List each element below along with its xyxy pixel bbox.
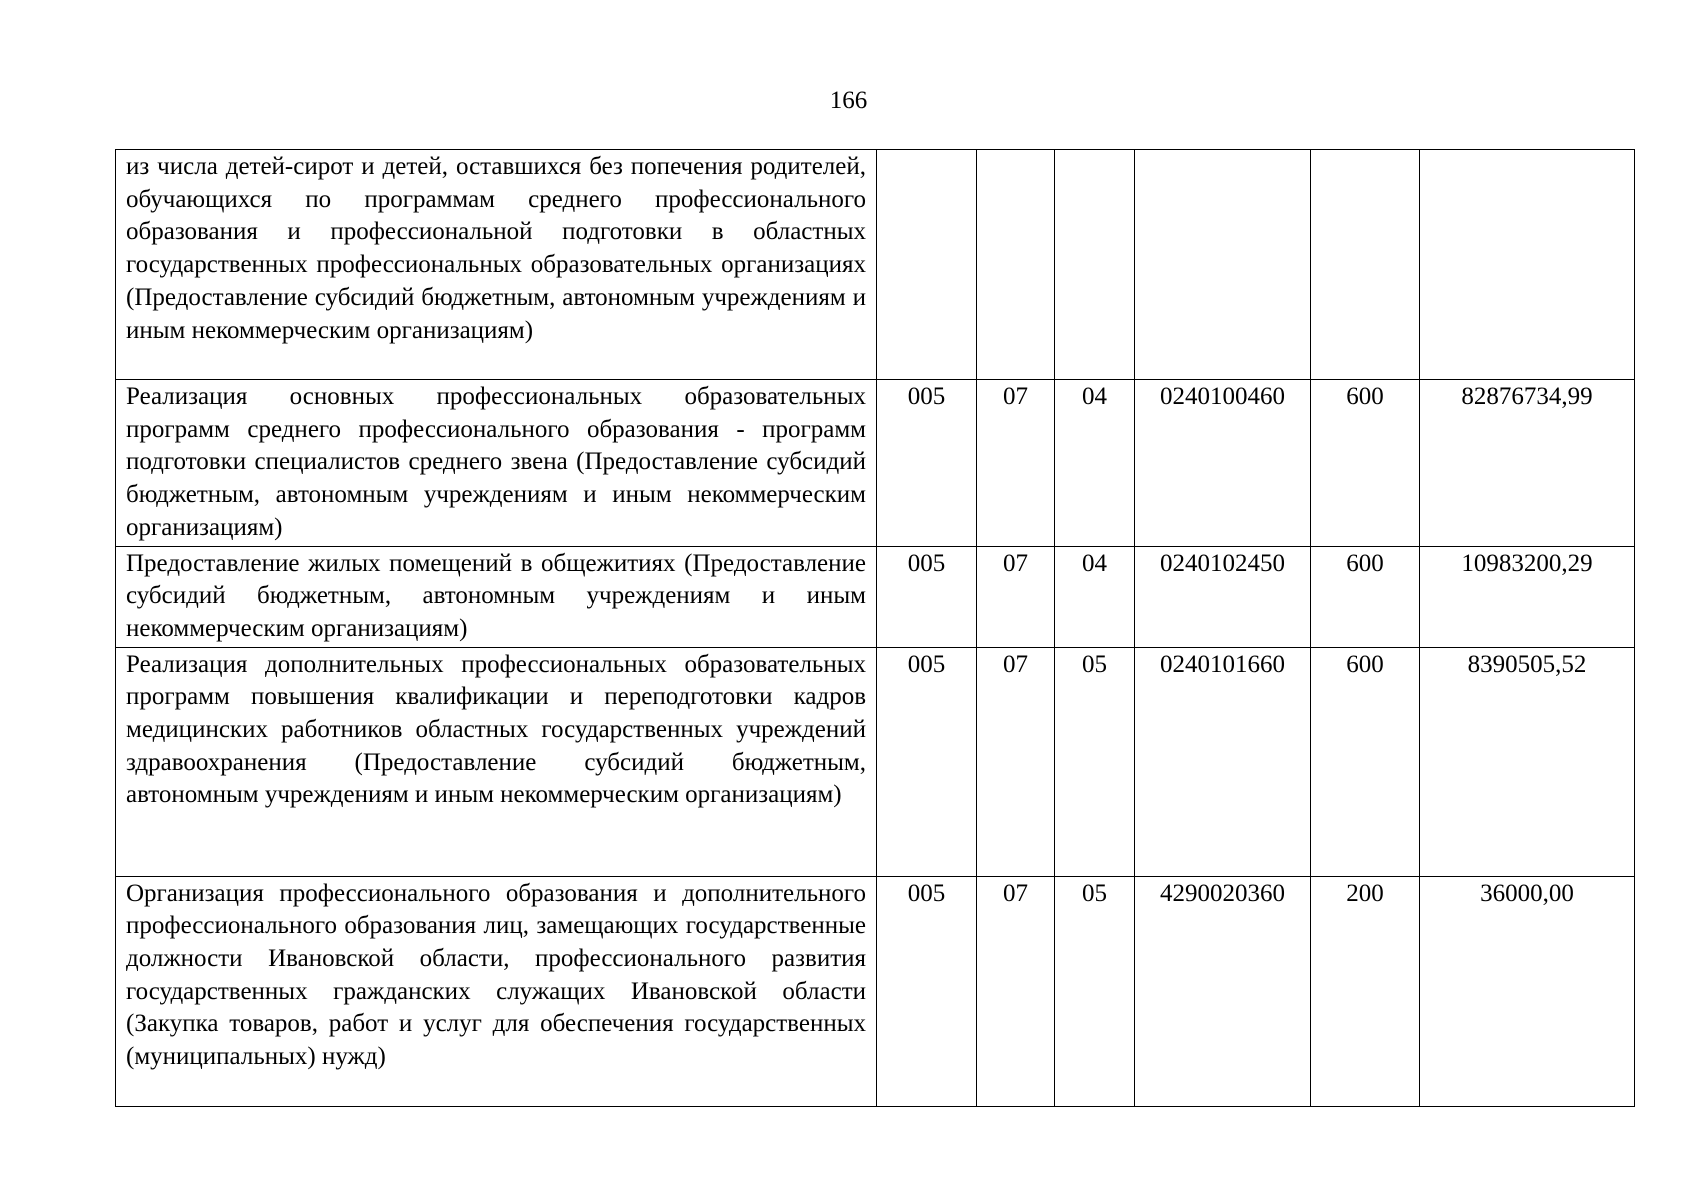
target-article-cell: 0240102450 <box>1135 546 1311 647</box>
expense-type-cell: 600 <box>1311 380 1420 547</box>
expense-type-cell: 200 <box>1311 876 1420 1106</box>
row-description: Организация профессионального образования и дополнительного профессионального образования лиц, замещающих государственные должности Ивановской области, профессионального развития государственных гражданских служащих Ивановской области (Закупка товаров, работ и услуг для обеспечения государственных (муниципальных) нужд) <box>116 876 877 1106</box>
table-row <box>116 150 1635 380</box>
row-description: Предоставление жилых помещений в общежитиях (Предоставление субсидий бюджетным, автономным учреждениям и иным некоммерческим организациям) <box>116 546 877 647</box>
subsection-code-cell: 05 <box>1055 876 1135 1106</box>
table-row <box>116 876 1635 1106</box>
amount-cell: 36000,00 <box>1420 876 1635 1106</box>
budget-table <box>115 149 1635 1107</box>
ministry-code-cell: 005 <box>877 876 977 1106</box>
target-article-cell: 0240101660 <box>1135 647 1311 876</box>
section-code-cell: 07 <box>977 380 1055 547</box>
expense-type-cell: 600 <box>1311 647 1420 876</box>
target-article-cell: 0240100460 <box>1135 380 1311 547</box>
section-code-cell: 07 <box>977 546 1055 647</box>
subsection-code-cell: 05 <box>1055 647 1135 876</box>
target-article-cell <box>1135 150 1311 380</box>
section-code-cell: 07 <box>977 647 1055 876</box>
expense-type-cell <box>1311 150 1420 380</box>
subsection-code-cell: 04 <box>1055 380 1135 547</box>
ministry-code-cell: 005 <box>877 380 977 547</box>
subsection-code-cell <box>1055 150 1135 380</box>
target-article-cell: 4290020360 <box>1135 876 1311 1106</box>
page-number: 166 <box>829 87 868 114</box>
ministry-code-cell <box>877 150 977 380</box>
ministry-code-cell: 005 <box>877 647 977 876</box>
row-description: Реализация дополнительных профессиональных образовательных программ повышения квалификации и переподготовки кадров медицинских работников областных государственных учреждений здравоохранения (Предоставление субсидий бюджетным, автономным учреждениям и иным некоммерческим организациям) <box>116 647 877 876</box>
row-description: Реализация основных профессиональных образовательных программ среднего профессионального образования - программ подготовки специалистов среднего звена (Предоставление субсидий бюджетным, автономным учреждениям и иным некоммерческим организациям) <box>116 380 877 547</box>
amount-cell <box>1420 150 1635 380</box>
amount-cell: 82876734,99 <box>1420 380 1635 547</box>
expense-type-cell: 600 <box>1311 546 1420 647</box>
section-code-cell <box>977 150 1055 380</box>
table-row <box>116 647 1635 876</box>
amount-cell: 10983200,29 <box>1420 546 1635 647</box>
table-row <box>116 380 1635 547</box>
section-code-cell: 07 <box>977 876 1055 1106</box>
subsection-code-cell: 04 <box>1055 546 1135 647</box>
row-description: из числа детей-сирот и детей, оставшихся без попечения родителей, обучающихся по программам среднего профессионального образования и профессиональной подготовки в областных государственных профессиональных образовательных организациях (Предоставление субсидий бюджетным, автономным учреждениям и иным некоммерческим организациям) <box>116 150 877 380</box>
ministry-code-cell: 005 <box>877 546 977 647</box>
amount-cell: 8390505,52 <box>1420 647 1635 876</box>
table-row <box>116 546 1635 647</box>
